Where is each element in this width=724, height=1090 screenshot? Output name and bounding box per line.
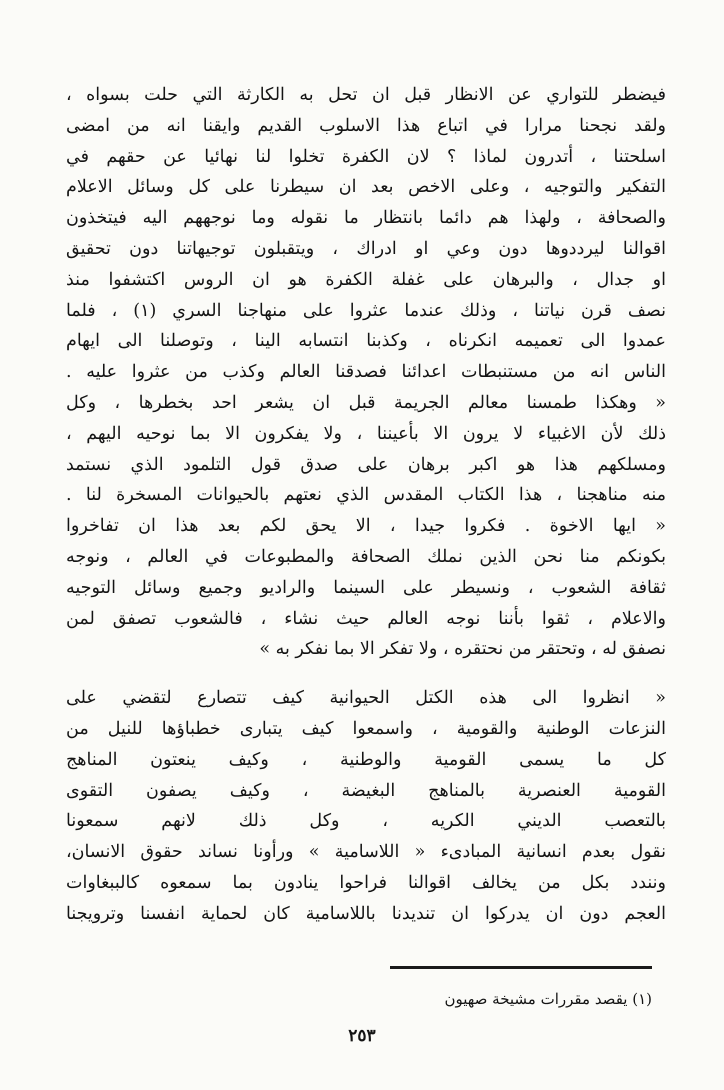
paragraph [66, 683, 666, 929]
paragraph [66, 511, 666, 665]
text-line: النزعات الوطنية والقومية ، واسمعوا كيف يتبارى خطباؤها للنيل من [66, 718, 666, 739]
text-line: منه مناهجنا ، هذا الكتاب المقدس الذي نعتهم بالحيوانات المسخرة لنا . [66, 485, 666, 506]
text-line: « انظروا الى هذه الكتل الحيوانية كيف تتصارع لتقضي على [66, 688, 666, 709]
text-line: ولقد نجحنا مرارا في اتباع هذا الاسلوب القديم وايقنا انه من امضى [66, 115, 666, 136]
text-line: بكونكم منا نحن الذين نملك الصحافة والمطبوعات في العالم ، ونوجه [66, 546, 666, 567]
paragraph [66, 80, 666, 388]
text-line: بالتعصب الديني الكريه ، وكل ذلك لانهم سمعونا [66, 811, 666, 832]
text-line: ونندد بكل من يخالف اقوالنا فراحوا ينادون بما سمعوه كالببغاوات [66, 872, 666, 893]
text-line: اقوالنا ليرددوها دون وعي او ادراك ، ويتقبلون توجيهاتنا دون تحقيق [66, 238, 666, 259]
paragraph [66, 388, 666, 511]
text-line: نصفق له ، وتحتقر من نحتقره ، ولا تفكر الا بما نفكر به » [259, 639, 666, 660]
text-line: التفكير والتوجيه ، وعلى الاخص بعد ان سيطرنا على كل وسائل الاعلام [66, 177, 666, 198]
footnote: (١) يقصد مقررات مشيخة صهيون [444, 990, 652, 1008]
page-number: ٢٥٣ [348, 1026, 376, 1046]
text-line: اسلحتنا ، أتدرون لماذا ؟ لان الكفرة تخلوا لنا نهائيا عن حقهم في [66, 146, 666, 167]
footnote-divider [390, 966, 652, 969]
paragraph-gap [66, 665, 666, 683]
text-line: « وهكذا طمسنا معالم الجريمة قبل ان يشعر احد بخطرها ، وكل [66, 392, 666, 413]
text-line: والصحافة ، ولهذا هم دائما بانتظار ما نقوله وما نوجههم اليه فيتخذون [66, 208, 666, 229]
text-line: ثقافة الشعوب ، ونسيطر على السينما والراديو وجميع وسائل التوجيه [66, 577, 666, 598]
text-line: القومية العنصرية بالمناهج البغيضة ، وكيف يصفون التقوى [66, 780, 666, 801]
text-line: « ايها الاخوة . فكروا جيدا ، الا يحق لكم بعد هذا ان تفاخروا [66, 516, 666, 537]
body-text [66, 80, 666, 930]
text-line: والاعلام ، ثقوا بأننا نوجه العالم حيث نشاء ، فالشعوب تصفق لمن [66, 608, 666, 629]
text-line: ومسلكهم هذا هو اكبر برهان على صدق قول التلمود الذي نستمد [66, 454, 666, 475]
text-line: ذلك لأن الاغبياء لا يرون الا بأعيننا ، ولا يفكرون الا بما نوحيه اليهم ، [66, 423, 666, 444]
text-line: او جدال ، والبرهان على غفلة الكفرة هو ان الروس اكتشفوا منذ [66, 269, 666, 290]
text-line: العجم دون ان يدركوا ان تنديدنا باللاسامية كان لحماية انفسنا وترويجنا [66, 903, 666, 924]
text-line: نصف قرن نياتنا ، وذلك عندما عثروا على منهاجنا السري (١) ، فلما [66, 300, 666, 321]
text-line: عمدوا الى تعميمه انكرناه ، وكذبنا انتسابه الينا ، وتوصلنا الى ايهام [66, 331, 666, 352]
text-line: الناس انه من مستنبطات اعدائنا فصدقنا العالم وكذب من عثروا عليه . [66, 362, 666, 383]
text-line: نقول بعدم انسانية المبادىء « اللاسامية » ورأونا نساند حقوق الانسان، [66, 842, 666, 863]
text-line: فيضطر للتواري عن الانظار قبل ان تحل به الكارثة التي حلت بسواه ، [66, 85, 666, 105]
text-line: كل ما يسمى القومية والوطنية ، وكيف ينعتون المناهج [66, 749, 666, 770]
